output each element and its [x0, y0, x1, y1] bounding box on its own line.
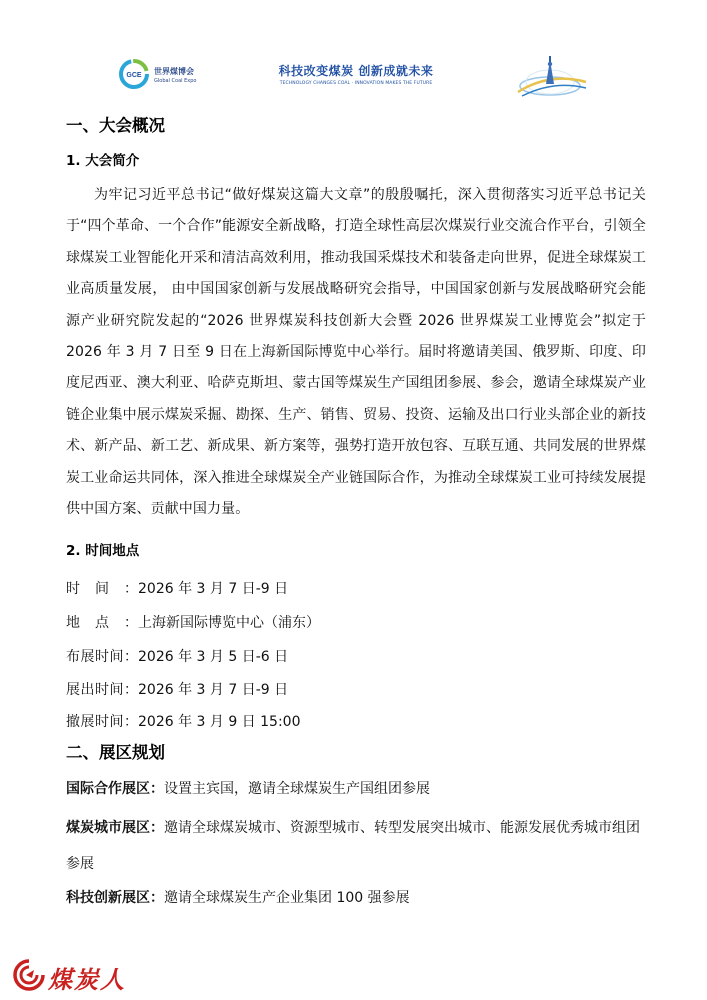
schedule-value: 2026 年 3 月 7 日-9 日 [138, 581, 289, 597]
schedule-row [66, 612, 320, 632]
schedule-label: 撤展时间： [66, 714, 138, 730]
section1-title: 一、大会概况 [66, 116, 165, 135]
schedule-value: 2026 年 3 月 9 日 15:00 [138, 714, 301, 730]
zone-text: 设置主宾国，邀请全球煤炭生产国组团参展 [164, 781, 430, 797]
expo-logo-subtitle: Global Coal Expo [154, 78, 197, 84]
schedule-label: 时间： [66, 581, 138, 597]
zone-label: 煤炭城市展区： [66, 820, 164, 836]
zone-text: 邀请全球煤炭城市、资源型城市、转型发展突出城市、能源发展优秀城市组团参展 [66, 820, 640, 872]
page-header [0, 0, 707, 105]
slogan-chinese: 科技改变煤炭 创新成就未来 [278, 64, 434, 78]
schedule-value: 2026 年 3 月 7 日-9 日 [138, 682, 289, 698]
brand-swirl-icon [12, 958, 46, 992]
gce-logo-icon [118, 58, 150, 90]
schedule-row [66, 711, 301, 731]
tower-globe-icon [510, 52, 590, 98]
schedule-row [66, 679, 288, 699]
zone-label: 科技创新展区： [66, 890, 164, 906]
section2-title: 二、展区规划 [66, 743, 165, 762]
expo-logo [118, 58, 213, 92]
schedule-label: 布展时间： [66, 649, 138, 665]
expo-logo-name: 世界煤博会 [154, 67, 194, 76]
footer-brand-logo [12, 958, 142, 992]
zone-item [66, 810, 646, 882]
slogan-english: TECHNOLOGY CHANGES COAL · INNOVATION MAKES THE FUTURE [279, 81, 433, 86]
schedule-label: 展出时间： [66, 682, 138, 698]
intro-subtitle: 1. 大会简介 [66, 153, 140, 169]
intro-paragraph: 为牢记习近平总书记“做好煤炭这篇大文章”的殷殷嘱托，深入贯彻落实习近平总书记关于“四个革命、一个合作”能源安全新战略，打造全球性高层次煤炭行业交流合作平台，引领全球煤炭工业智能化开采和清洁高效利用，推动我国采煤技术和装备走向世界，促进全球煤炭工业高质量发展， 由中国国家创新与发展战略研究会指导，中国国家创新与发展战略研究会能源产业研究院发起的“2026 世界煤炭科技创新大会暨 2026 世界煤炭工业博览会”拟定于 2026 年 3 月 7 日至 9 日在上海新国际博览中心举行。届时将邀请美国、俄罗斯、印度、印度尼西亚、澳大利亚、哈萨克斯坦、蒙古国等煤炭生产国组团参展、参会，邀请全球煤炭产业链企业集中展示煤炭采掘、勘探、生产、销售、贸易、投资、运输及出口行业头部企业的新技术、新产品、新工艺、新成果、新方案等，强势打造开放包容、互联互通、共同发展的世界煤炭工业命运共同体，深入推进全球煤炭全产业链国际合作，为推动全球煤炭工业可持续发展提供中国方案、贡献中国力量。 [66, 187, 646, 518]
schedule-value: 上海新国际博览中心（浦东） [138, 615, 320, 631]
schedule-value: 2026 年 3 月 5 日-6 日 [138, 649, 289, 665]
time-place-subtitle: 2. 时间地点 [66, 543, 140, 559]
zone-item [66, 880, 646, 916]
zone-label: 国际合作展区： [66, 781, 164, 797]
footer-brand-text: 煤炭人 [48, 965, 126, 994]
schedule-row [66, 646, 288, 666]
slogan [266, 62, 446, 86]
schedule-label: 地点： [66, 615, 138, 631]
zone-text: 邀请全球煤炭生产企业集团 100 强参展 [164, 890, 410, 906]
zone-item [66, 771, 646, 807]
schedule-row [66, 578, 288, 598]
gce-mark-text: GCE [126, 72, 142, 79]
